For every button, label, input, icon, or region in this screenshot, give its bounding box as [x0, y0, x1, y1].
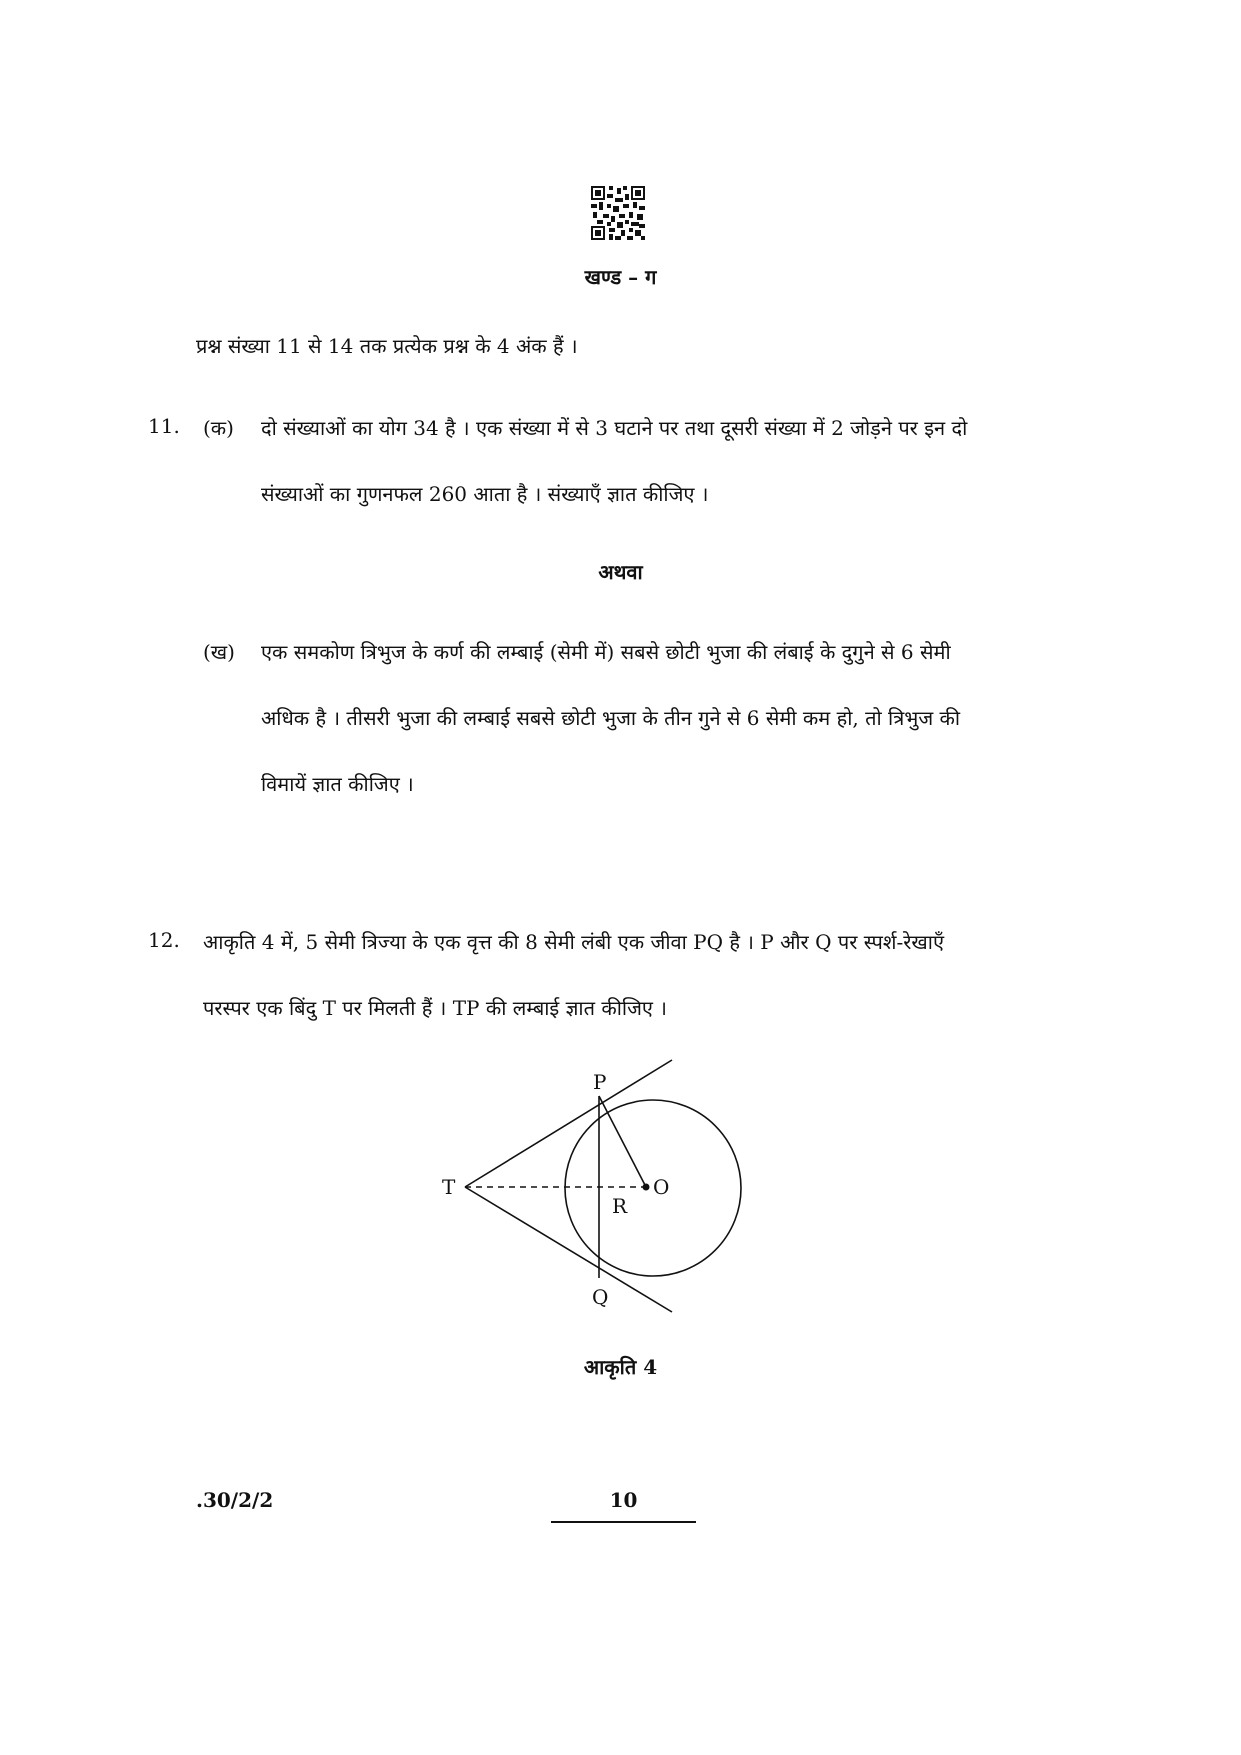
q11-b-line-2: अधिक है । तीसरी भुजा की लम्बाई सबसे छोटी भुजा के तीन गुने से 6 सेमी कम हो, तो त्रिभुज की [261, 706, 961, 730]
radius-op [599, 1096, 646, 1187]
figure-caption: आकृति 4 [583, 1355, 658, 1379]
option-a-label: (क) [203, 416, 234, 440]
q11-a-line-2: संख्याओं का गुणनफल 260 आता है । संख्याएँ ज्ञात कीजिए । [261, 482, 709, 506]
label-r: R [612, 1194, 628, 1218]
or-divider: अथवा [598, 560, 643, 584]
tangent-line-tp [465, 1060, 672, 1187]
section-instruction: प्रश्न संख्या 11 से 14 तक प्रत्येक प्रश्न के 4 अंक हैं । [196, 334, 578, 358]
q11-b-line-3: विमायें ज्ञात कीजिए । [261, 772, 414, 796]
label-q: Q [592, 1285, 609, 1309]
q11-a-line-1: दो संख्याओं का योग 34 है । एक संख्या में से 3 घटाने पर तथा दूसरी संख्या में 2 जोड़ने पर इन दो [261, 416, 968, 440]
label-o: O [653, 1175, 670, 1199]
tangent-line-tq [465, 1187, 672, 1312]
question-number-12: 12. [148, 928, 180, 952]
paper-code: .30/2/2 [196, 1488, 274, 1512]
label-p: P [593, 1070, 607, 1094]
q12-line-2: परस्पर एक बिंदु T पर मिलती हैं । TP की लम्बाई ज्ञात कीजिए । [203, 996, 667, 1020]
center-point [643, 1184, 650, 1191]
q11-b-line-1: एक समकोण त्रिभुज के कर्ण की लम्बाई (सेमी में) सबसे छोटी भुजा की लंबाई के दुगुने से 6 सेमी [261, 640, 951, 664]
page-number-underline [551, 1521, 696, 1523]
page-number: 10 [609, 1488, 638, 1512]
figure-4-diagram [430, 1055, 750, 1315]
label-t: T [442, 1175, 456, 1199]
qr-code [591, 186, 645, 240]
option-b-label: (ख) [203, 640, 235, 664]
question-number-11: 11. [148, 414, 180, 438]
q12-line-1: आकृति 4 में, 5 सेमी त्रिज्या के एक वृत्त की 8 सेमी लंबी एक जीवा PQ है । P और Q पर स्पर्श-रेखाएँ [203, 930, 945, 954]
section-title: खण्ड – ग [584, 265, 657, 289]
